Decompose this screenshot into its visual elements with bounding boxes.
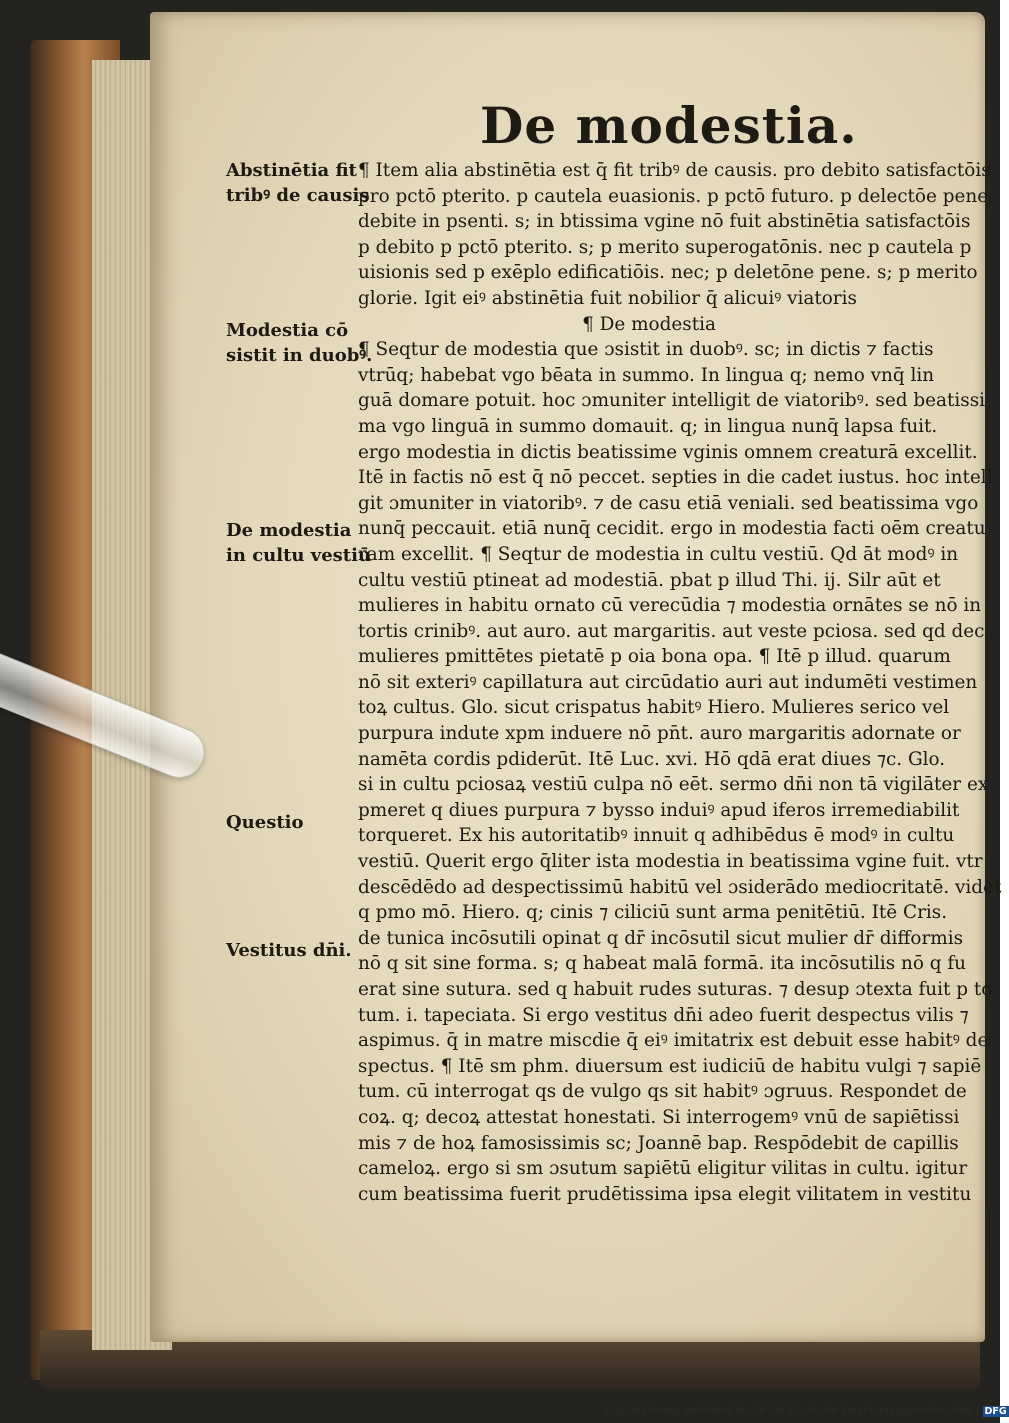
text-line: cameloꝝ. ergo si sm ɔsutum sapiētū eligitur vilitas in cultu. igitur [358, 1158, 968, 1180]
text-line: purpura indute xpm induere nō pn̄t. auro margaritis adornate or [358, 723, 961, 745]
margin-note-modestia [226, 318, 373, 368]
text-line: Itē in factis nō est q̄ nō peccet. septies in die cadet iustus. hoc intell [358, 467, 993, 489]
text-line: mulieres pmittētes pietatē p oia bona opa. ¶ Itē p illud. quarum [358, 646, 951, 668]
text-line: nunq̄ peccauit. etiā nunq̄ cecidit. ergo in modestia facti oēm creatu [358, 518, 986, 540]
text-line: tum. cū interrogat qs de vulgo qs sit habitꝰ ɔgruus. Respondet de [358, 1081, 967, 1103]
margin-note-vestitus [226, 938, 358, 963]
footer-text: Digitalisierung gefördert durch die Deutsche Forschungsgemeinschaft - [604, 1405, 980, 1417]
text-line: ¶ Item alia abstinētia est q̄ fit tribꝰ de causis. pro debito satisfactōis [358, 160, 991, 181]
text-line: mis ⁊ de hoꝝ famosissimis sc; Joannē bap. Respōdebit de capillis [358, 1132, 959, 1154]
text-line: nō q sit sine forma. s; q habeat malā formā. ita incōsutilis nō q fu [358, 953, 967, 975]
text-line: pro pctō pterito. p cautela euasionis. p pctō futuro. p delectōe pene [358, 185, 989, 207]
text-line: git ɔmuniter in viatoribꝰ. ⁊ de casu etiā veniali. sed beatissima vgo [358, 492, 979, 514]
text-line: mulieres in habitu ornato cū verecūdia ⁊ modestia ornātes se nō in [358, 595, 982, 617]
text-line: spectus. ¶ Itē sm phm. diuersum est iudiciū de habitu vulgi ⁊ sapiē [358, 1055, 982, 1077]
text-line: cum beatissima fuerit prudētissima ipsa elegit vilitatem in vestitu [358, 1183, 972, 1205]
text-line: guā domare potuit. hoc ɔmuniter intelligit de viatoribꝰ. sed beatissi [358, 390, 986, 412]
text-line: debite in psenti. s; in btissima vgine nō fuit abstinētia satisfactōis [358, 211, 971, 233]
text-line: tortis crinibꝰ. aut auro. aut margaritis. aut veste pciosa. sed qd dec; [358, 620, 991, 642]
text-line: erat sine sutura. sed q habuit rudes suturas. ⁊ desup ɔtexta fuit p to [358, 979, 993, 1000]
text-line: ram excellit. ¶ Seqtur de modestia in cultu vestiū. Qd āt modꝰ in [358, 543, 959, 565]
text-line: tum. i. tapeciata. Si ergo vestitus dn̄i adeo fuerit despectus vilis ⁊ [358, 1004, 969, 1026]
text-line: nō sit exteriꝰ capillatura aut circūdatio auri aut indumēti vestimen [358, 671, 978, 693]
margin-note-line: Abstinētia fit [226, 160, 357, 181]
text-line: aspimus. q̄ in matre miscdie q̄ eiꝰ imitatrix est debuit esse habitꝰ de [358, 1030, 989, 1052]
text-line: ¶ Seqtur de modestia que ɔsistit in duobꝰ. sc; in dictis ⁊ factis [358, 339, 934, 361]
margin-note-questio [226, 810, 358, 835]
text-line: vestiū. Querit ergo q̄liter ista modestia in beatissima vgine fuit. vtr [358, 851, 983, 873]
text-line: pmeret q diues purpura ⁊ bysso induiꝰ apud iferos irremediabilit [358, 799, 960, 821]
margin-note-line: tribꝰ de causis [226, 185, 370, 206]
text-line: namēta cordis pdiderūt. Itē Luc. xvi. Hō qdā erat diues ⁊c. Glo. [358, 748, 946, 770]
text-line: descēdēdo ad despectissimū habitū vel ɔsiderādo mediocritatē. videt [358, 876, 1002, 898]
text-line: p debito p pctō pterito. s; p merito superogatōnis. nec p cautela p [358, 236, 972, 258]
margin-note-line: De modestia [226, 520, 352, 541]
page-heading: De modestia. [480, 96, 858, 155]
text-line: cultu vestiū ptineat ad modestiā. pbat p illud Thi. ij. Silr aūt et [358, 569, 941, 591]
section-heading-modestia: ¶ De modestia [582, 313, 716, 335]
dfg-logo: DFG [984, 1405, 1007, 1417]
text-line: coꝝ. q; decoꝝ attestat honestati. Si interrogemꝰ vnū de sapiētissi [358, 1106, 960, 1128]
text-line: uisionis sed p exēplo edificatiōis. nec; p deletōne pene. s; p merito [358, 262, 978, 284]
text-line: vtrūq; habebat vgo bēata in summo. In lingua q; nemo vnq̄ lin [358, 364, 935, 386]
margin-note-cultu-vestium [226, 518, 372, 568]
margin-note-abstinentia [226, 158, 370, 208]
text-line: ergo modestia in dictis beatissime vginis omnem creaturā excellit. [358, 441, 978, 463]
text-line: glorie. Igit eiꝰ abstinētia fuit nobilior q̄ alicuiꝰ viatoris [358, 287, 857, 309]
margin-note-line: sistit in duobꝰ. [226, 345, 373, 366]
text-line: toꝝ cultus. Glo. sicut crispatus habitꝰ Hiero. Mulieres serico vel [358, 697, 950, 719]
text-line: torqueret. Ex his autoritatibꝰ innuit q adhibēdus ē modꝰ in cultu [358, 825, 955, 847]
footer-credit [604, 1405, 1007, 1417]
text-line: si in cultu pciosaꝝ vestiū culpa nō eēt. sermo dn̄i non tā vigilāter ex [358, 774, 989, 796]
body-text [358, 158, 1002, 1207]
text-line: q pmo mō. Hiero. q; cinis ⁊ ciliciū sunt arma penitētiū. Itē Cris. [358, 902, 948, 924]
margin-note-line: Vestitus dn̄i. [226, 940, 352, 961]
margin-note-line: Modestia cō [226, 320, 349, 341]
text-line: de tunica incōsutili opinat q dr̄ incōsutil sicut mulier dr̄ difformis [358, 927, 964, 949]
margin-note-line: in cultu vestiū [226, 545, 372, 566]
text-line: ma vgo linguā in summo domauit. q; in lingua nunq̄ lapsa fuit. [358, 415, 938, 437]
margin-note-line: Questio [226, 812, 304, 833]
